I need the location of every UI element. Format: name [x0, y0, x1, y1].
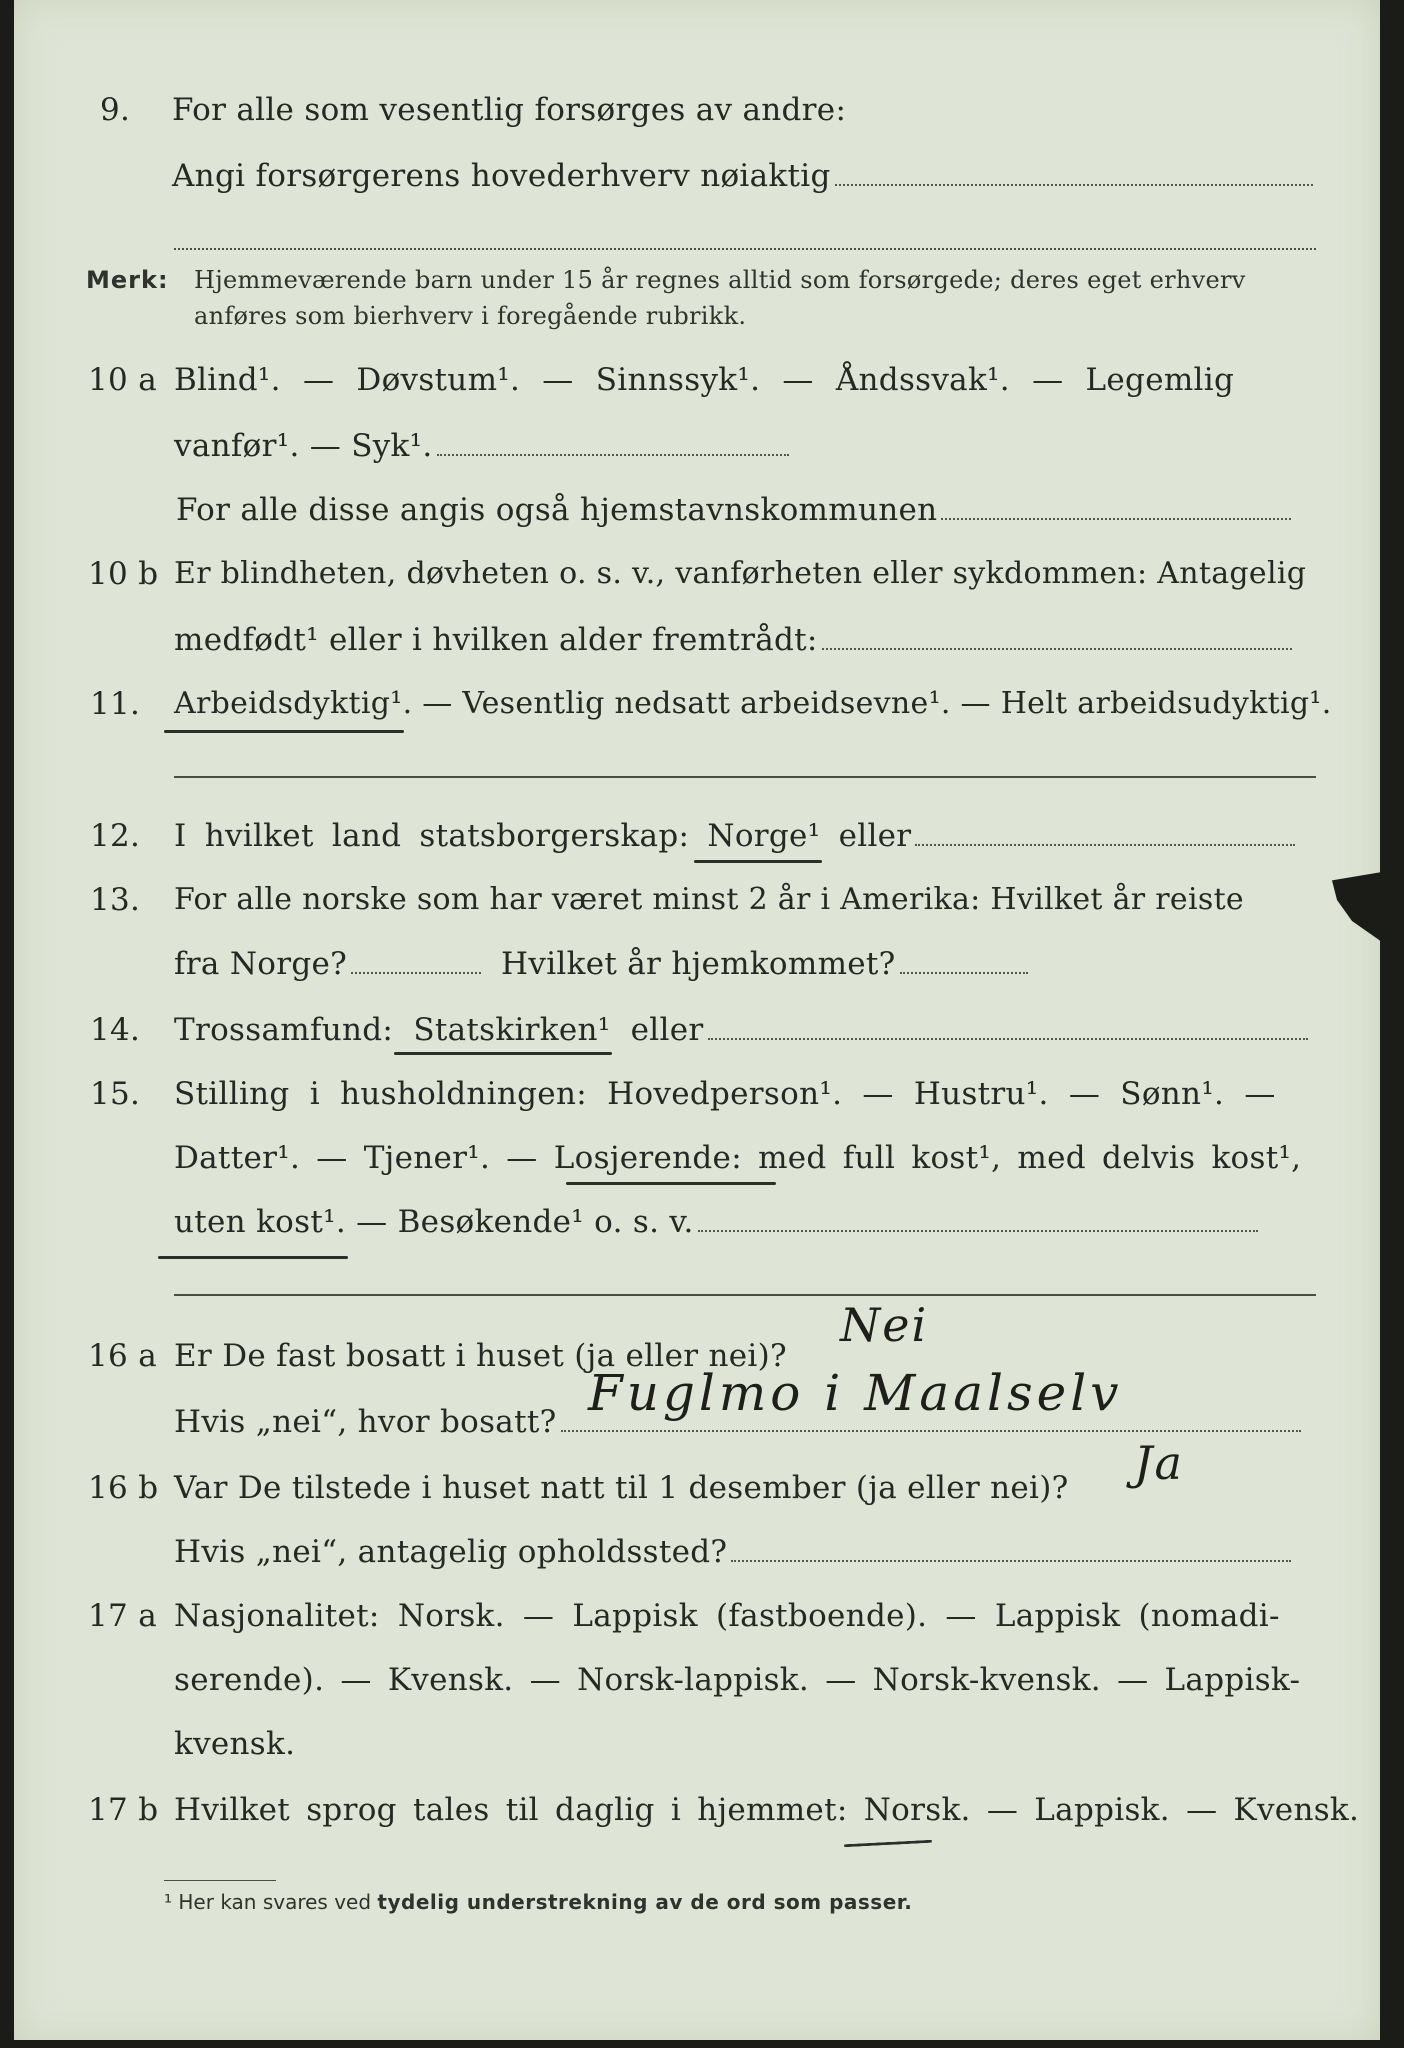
- q11-number: 11.: [90, 686, 141, 722]
- q15-text-1: Stilling i husholdningen: Hovedperson¹. — Hustru¹. — Sønn¹. —: [174, 1076, 1276, 1112]
- answer-line: [915, 844, 1295, 846]
- underline-mark: [844, 1840, 932, 1848]
- q17a-text-2: serende). — Kvensk. — Norsk-lappisk. — Norsk-kvensk. — Lappisk-: [174, 1662, 1301, 1698]
- q17a-number: 17 a: [88, 1598, 157, 1634]
- answer-line: [941, 518, 1291, 520]
- q10b-number: 10 b: [88, 556, 159, 592]
- q9-text-2: Angi forsørgerens hovederhverv nøiaktig: [172, 158, 831, 194]
- answer-line: [708, 1038, 1308, 1040]
- handwritten-answer-ja: Ja: [1134, 1436, 1184, 1490]
- q12-number: 12.: [90, 818, 141, 854]
- underline-mark: [164, 730, 404, 733]
- q9-text: For alle som vesentlig forsørges av andre:: [172, 92, 847, 128]
- q14-number: 14.: [90, 1012, 141, 1048]
- q16b-number: 16 b: [88, 1470, 159, 1506]
- q15-text-2: Datter¹. — Tjener¹. — Losjerende: med full kost¹, med delvis kost¹,: [174, 1140, 1302, 1176]
- q10b-text-2: medfødt¹ eller i hvilken alder fremtrådt:: [174, 622, 818, 658]
- q17b-number: 17 b: [88, 1792, 159, 1828]
- q10a-number: 10 a: [88, 362, 157, 398]
- answer-line: [174, 1294, 1316, 1296]
- answer-line: [437, 454, 789, 456]
- merk-text-2: anføres som bierhverv i foregående rubrikk.: [194, 302, 747, 330]
- q17b-text: Hvilket sprog tales til daglig i hjemmet: Norsk. — Lappisk. — Kvensk.: [174, 1792, 1360, 1828]
- merk-label: Merk:: [86, 266, 169, 294]
- handwritten-answer-bosatt: Fuglmo i Maalselv: [588, 1364, 1123, 1422]
- q17a-text-3: kvensk.: [174, 1726, 296, 1762]
- footnote: [164, 1890, 912, 1914]
- q16b-text-2: Hvis „nei“, antagelig opholdssted?: [174, 1534, 728, 1570]
- answer-line: [351, 972, 481, 974]
- q12-eller: eller: [838, 818, 912, 854]
- q14-text: Trossamfund:: [174, 1012, 394, 1048]
- handwritten-answer-nei: Nei: [840, 1298, 929, 1352]
- answer-line: [822, 648, 1292, 650]
- census-form-page: [14, 0, 1380, 2040]
- q16a-text-1: Er De fast bosatt i huset (ja eller nei)?: [174, 1338, 787, 1374]
- q15-number: 15.: [90, 1076, 141, 1112]
- q13-text-2b: Hvilket år hjemkommet?: [501, 946, 896, 982]
- answer-line: [731, 1560, 1291, 1562]
- underline-mark: [158, 1256, 348, 1259]
- q11-text: Arbeidsdyktig¹. — Vesentlig nedsatt arbeidsevne¹. — Helt arbeidsudyktig¹.: [174, 686, 1332, 721]
- q9-number: 9.: [100, 92, 131, 128]
- q13-number: 13.: [90, 882, 141, 918]
- q14-statskirken: Statskirken¹: [413, 1012, 611, 1048]
- q10a-text-1: Blind¹. — Døvstum¹. — Sinnssyk¹. — Åndssvak¹. — Legemlig: [174, 362, 1235, 398]
- q16b-text-1: Var De tilstede i huset natt til 1 desember (ja eller nei)?: [174, 1470, 1069, 1506]
- answer-line: [174, 248, 1316, 250]
- answer-line: [174, 776, 1316, 778]
- footnote-mark: ¹: [164, 1890, 173, 1914]
- q10a-text-3: For alle disse angis også hjemstavnskommunen: [176, 492, 938, 528]
- q15-text-3: uten kost¹. — Besøkende¹ o. s. v.: [174, 1204, 694, 1240]
- answer-line: [900, 972, 1028, 974]
- underline-mark: [566, 1182, 776, 1185]
- q14-eller: eller: [630, 1012, 704, 1048]
- underline-mark: [394, 1052, 612, 1055]
- q13-text-2a: fra Norge?: [174, 946, 348, 982]
- q16a-number: 16 a: [88, 1338, 157, 1374]
- q10b-text-1: Er blindheten, døvheten o. s. v., vanførheten eller sykdommen: Antagelig: [174, 556, 1307, 591]
- q12-text: I hvilket land statsborgerskap:: [174, 818, 690, 854]
- merk-text-1: Hjemmeværende barn under 15 år regnes alltid som forsørgede; deres eget erhverv: [194, 266, 1246, 294]
- underline-mark: [694, 860, 822, 863]
- q17a-text-1: Nasjonalitet: Norsk. — Lappisk (fastboende). — Lappisk (nomadi-: [174, 1598, 1280, 1634]
- q13-text-1: For alle norske som har været minst 2 år i Amerika: Hvilket år reiste: [174, 882, 1244, 917]
- answer-line: [561, 1430, 1301, 1432]
- q16a-text-2: Hvis „nei“, hvor bosatt?: [174, 1404, 557, 1440]
- answer-line: [835, 184, 1313, 186]
- footnote-text-b: tydelig understrekning av de ord som passer.: [377, 1890, 913, 1914]
- footnote-rule: [164, 1880, 276, 1881]
- answer-line: [698, 1230, 1258, 1232]
- footnote-text-a: Her kan svares ved: [178, 1890, 378, 1914]
- q12-norge: Norge¹: [707, 818, 821, 854]
- q10a-text-2: vanfør¹. — Syk¹.: [174, 428, 433, 464]
